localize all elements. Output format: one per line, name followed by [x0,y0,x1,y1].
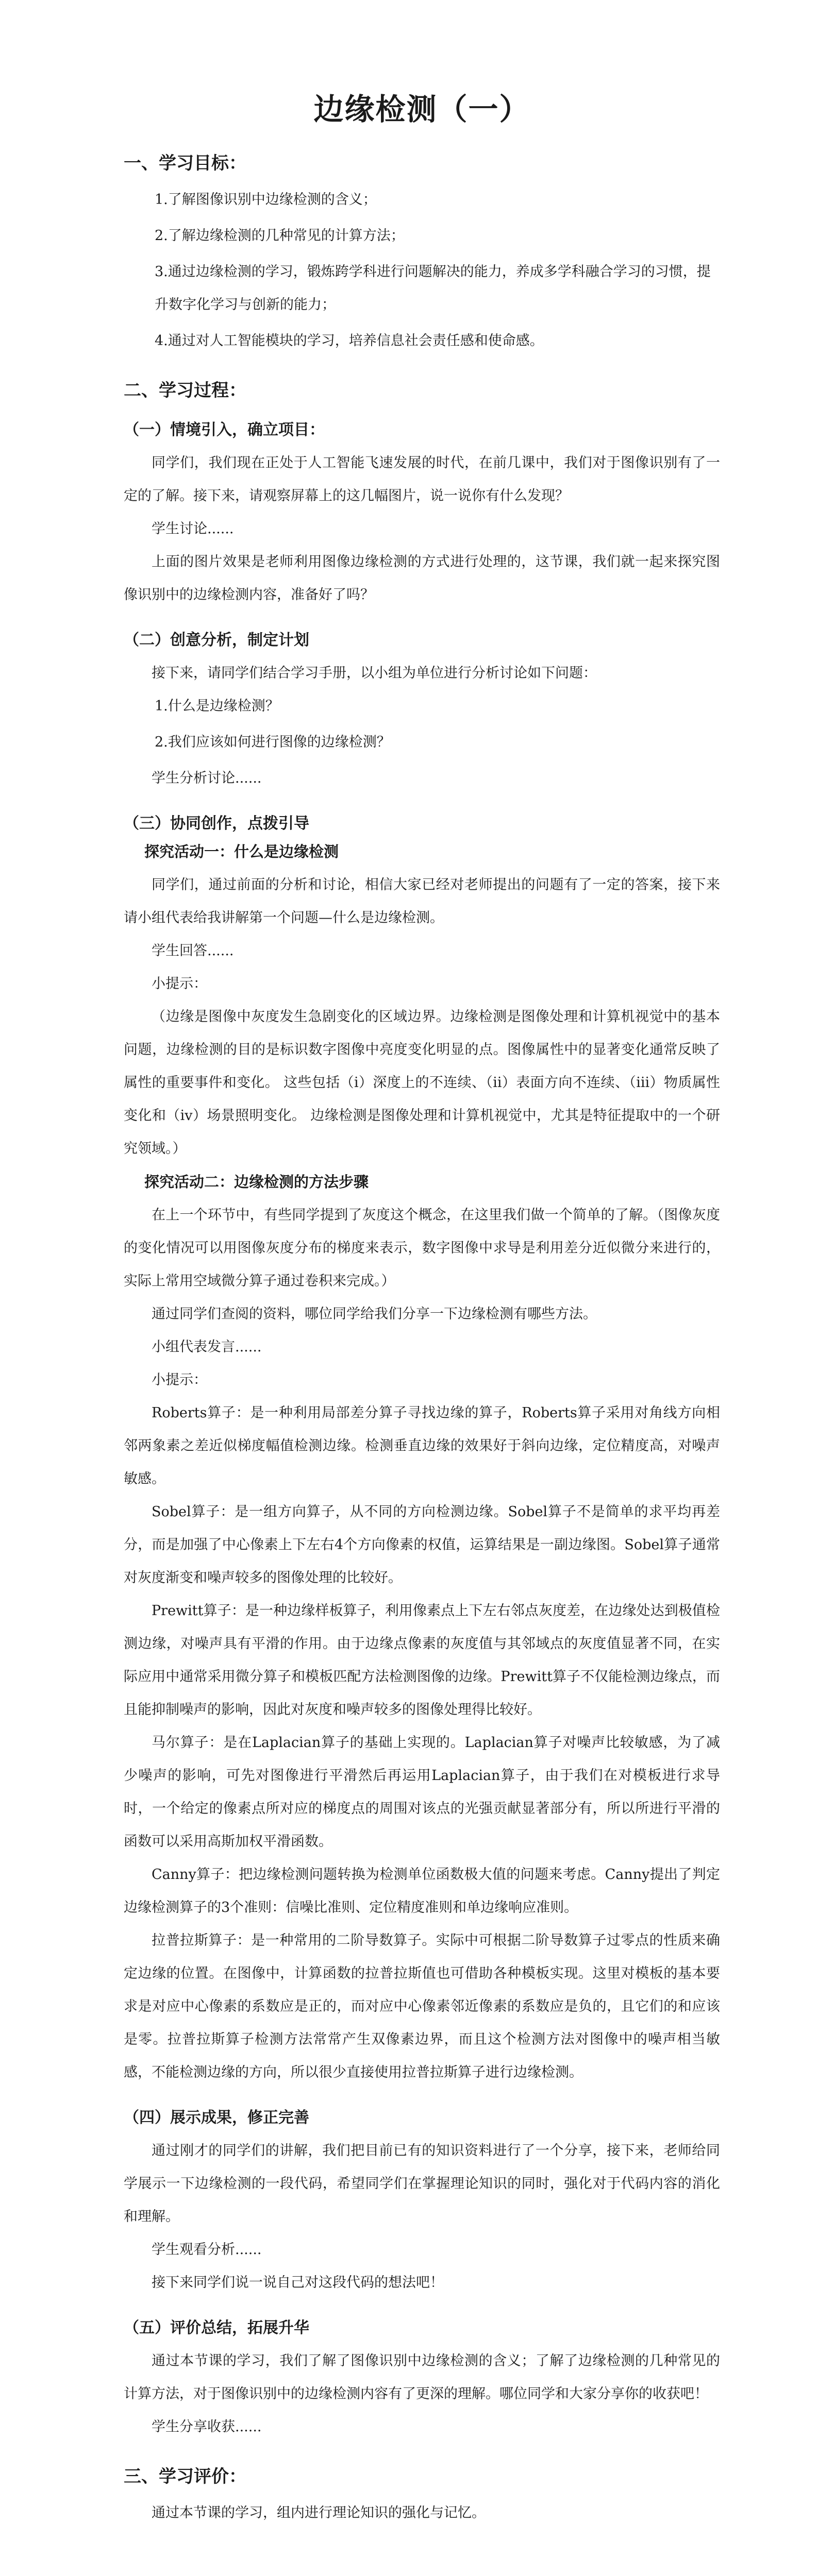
paragraph: 学生观看分析...... [152,2242,262,2258]
objective-item: 2.了解边缘检测的几种常见的计算方法； [155,228,405,244]
question-item: 2.我们应该如何进行图像的边缘检测？ [155,734,391,750]
objective-item: 4.通过对人工智能模块的学习，培养信息社会责任感和使命感。 [155,333,544,349]
laplace-operator-paragraph: 拉普拉斯算子：是一种常用的二阶导数算子。实际中可根据二阶导数算子过零点的性质来确定边缘的位置。在图像中，计算函数的拉普拉斯值也可借助各种模板实现。这里对模板的基本要求是对应中心像素的系数应是正的，而对应中心像素邻近像素的系数应是负的，且它们的和应该是零。拉普拉斯算子检测方法常常产生双像素边界，而且这个检测方法对图像中的噪声相当敏感，不能检测边缘的方向，所以很少直接使用拉普拉斯算子进行边缘检测。 [124,1933,720,2080]
paragraph: 通过本节课的学习，组内进行理论知识的强化与记忆。 [152,2505,486,2521]
activity-heading-1: 探究活动一：什么是边缘检测 [144,843,339,860]
paragraph: 通过本节课的学习，我们了解了图像识别中边缘检测的含义；了解了边缘检测的几种常见的计算方法，对于图像识别中的边缘检测内容有了更深的理解。哪位同学和大家分享你的收获吧！ [124,2353,720,2402]
question-item: 1.什么是边缘检测？ [155,698,279,714]
activity-heading-2: 探究活动二：边缘检测的方法步骤 [144,1173,369,1191]
paragraph: 通过刚才的同学们的讲解，我们把目前已有的知识资料进行了一个分享，接下来，老师给同学展示一下边缘检测的一段代码，希望同学们在掌握理论知识的同时，强化对于代码内容的消化和理解。 [124,2143,720,2225]
marr-operator-paragraph: 马尔算子：是在Laplacian算子的基础上实现的。Laplacian算子对噪声比较敏感，为了减少噪声的影响，可先对图像进行平滑然后再运用Laplacian算子，由于我们在对模板进行求导时，一个给定的像素点所对应的梯度点的周围对该点的光强贡献显著部分有，所以所进行平滑的函数可以采用高斯加权平滑函数。 [124,1735,720,1850]
page-title: 边缘检测（一） [313,92,530,127]
paragraph: 学生讨论...... [152,521,234,537]
subheading-summary: （五）评价总结，拓展升华 [124,2319,309,2337]
subheading-analysis: （二）创意分析，制定计划 [124,631,309,649]
objective-item: 3.通过边缘检测的学习，锻炼跨学科进行问题解决的能力，养成多学科融合学习的习惯，提升数字化学习与创新的能力； [155,264,711,313]
paragraph: 上面的图片效果是老师利用图像边缘检测的方式进行处理的，这节课，我们就一起来探究图像识别中的边缘检测内容，准备好了吗？ [124,554,720,603]
prewitt-operator-paragraph: Prewitt算子：是一种边缘样板算子，利用像素点上下左右邻点灰度差，在边缘处达到极值检测边缘，对噪声具有平滑的作用。由于边缘点像素的灰度值与其邻域点的灰度值显著不同，在实际应用中通常采用微分算子和模板匹配方法检测图像的边缘。Prewitt算子不仅能检测边缘点，而且能抑制噪声的影响，因此对灰度和噪声较多的图像处理得比较好。 [124,1603,720,1718]
paragraph: 接下来，请同学们结合学习手册，以小组为单位进行分析讨论如下问题： [152,665,597,681]
section-heading-evaluation: 三、学习评价： [124,2466,246,2487]
paragraph: 学生回答...... [152,943,234,959]
subheading-collaboration: （三）协同创作，点拨引导 [124,815,309,833]
subheading-intro: （一）情境引入，确立项目： [124,421,325,439]
paragraph: 在上一个环节中，有些同学提到了灰度这个概念，在这里我们做一个简单的了解。（图像灰度的变化情况可以用图像灰度分布的梯度来表示，数字图像中求导是利用差分近似微分来进行的，实际上常用空域微分算子通过卷积来完成。） [124,1207,720,1289]
paragraph: 同学们，通过前面的分析和讨论，相信大家已经对老师提出的问题有了一定的答案，接下来请小组代表给我讲解第一个问题—什么是边缘检测。 [124,877,720,926]
section-heading-process: 二、学习过程： [124,380,246,401]
paragraph: 同学们，我们现在正处于人工智能飞速发展的时代，在前几课中，我们对于图像识别有了一定的了解。接下来，请观察屏幕上的这几幅图片，说一说你有什么发现？ [124,455,720,504]
section-heading-objectives: 一、学习目标： [124,153,246,174]
paragraph: （边缘是图像中灰度发生急剧变化的区域边界。边缘检测是图像处理和计算机视觉中的基本问题，边缘检测的目的是标识数字图像中亮度变化明显的点。图像属性中的显著变化通常反映了属性的重要事件和变化。 这些包括（i）深度上的不连续、（ii）表面方向不连续、（iii）物质属性变化和（iv）场景照明变化。 边缘检测是图像处理和计算机视觉中，尤其是特征提取中的一个研究领域。） [124,1009,720,1157]
objective-item: 1.了解图像识别中边缘检测的含义； [155,192,377,208]
paragraph: 小组代表发言...... [152,1339,262,1355]
paragraph: 小提示： [152,1372,207,1388]
sobel-operator-paragraph: Sobel算子：是一组方向算子，从不同的方向检测边缘。Sobel算子不是简单的求平均再差分，而是加强了中心像素上下左右4个方向像素的权值，运算结果是一副边缘图。Sobel算子通常对灰度渐变和噪声较多的图像处理的比较好。 [124,1504,720,1586]
paragraph: 学生分析讨论...... [152,770,262,786]
paragraph: 小提示： [152,976,207,992]
paragraph: 通过同学们查阅的资料，哪位同学给我们分享一下边缘检测有哪些方法。 [152,1306,597,1322]
paragraph: 接下来同学们说一说自己对这段代码的想法吧！ [152,2275,444,2291]
subheading-showcase: （四）展示成果，修正完善 [124,2109,309,2127]
roberts-operator-paragraph: Roberts算子：是一种利用局部差分算子寻找边缘的算子，Roberts算子采用对角线方向相邻两象素之差近似梯度幅值检测边缘。检测垂直边缘的效果好于斜向边缘，定位精度高，对噪声敏感。 [124,1405,720,1487]
canny-operator-paragraph: Canny算子：把边缘检测问题转换为检测单位函数极大值的问题来考虑。Canny提出了判定边缘检测算子的3个准则：信噪比准则、定位精度准则和单边缘响应准则。 [124,1867,720,1916]
paragraph: 学生分享收获...... [152,2419,262,2435]
